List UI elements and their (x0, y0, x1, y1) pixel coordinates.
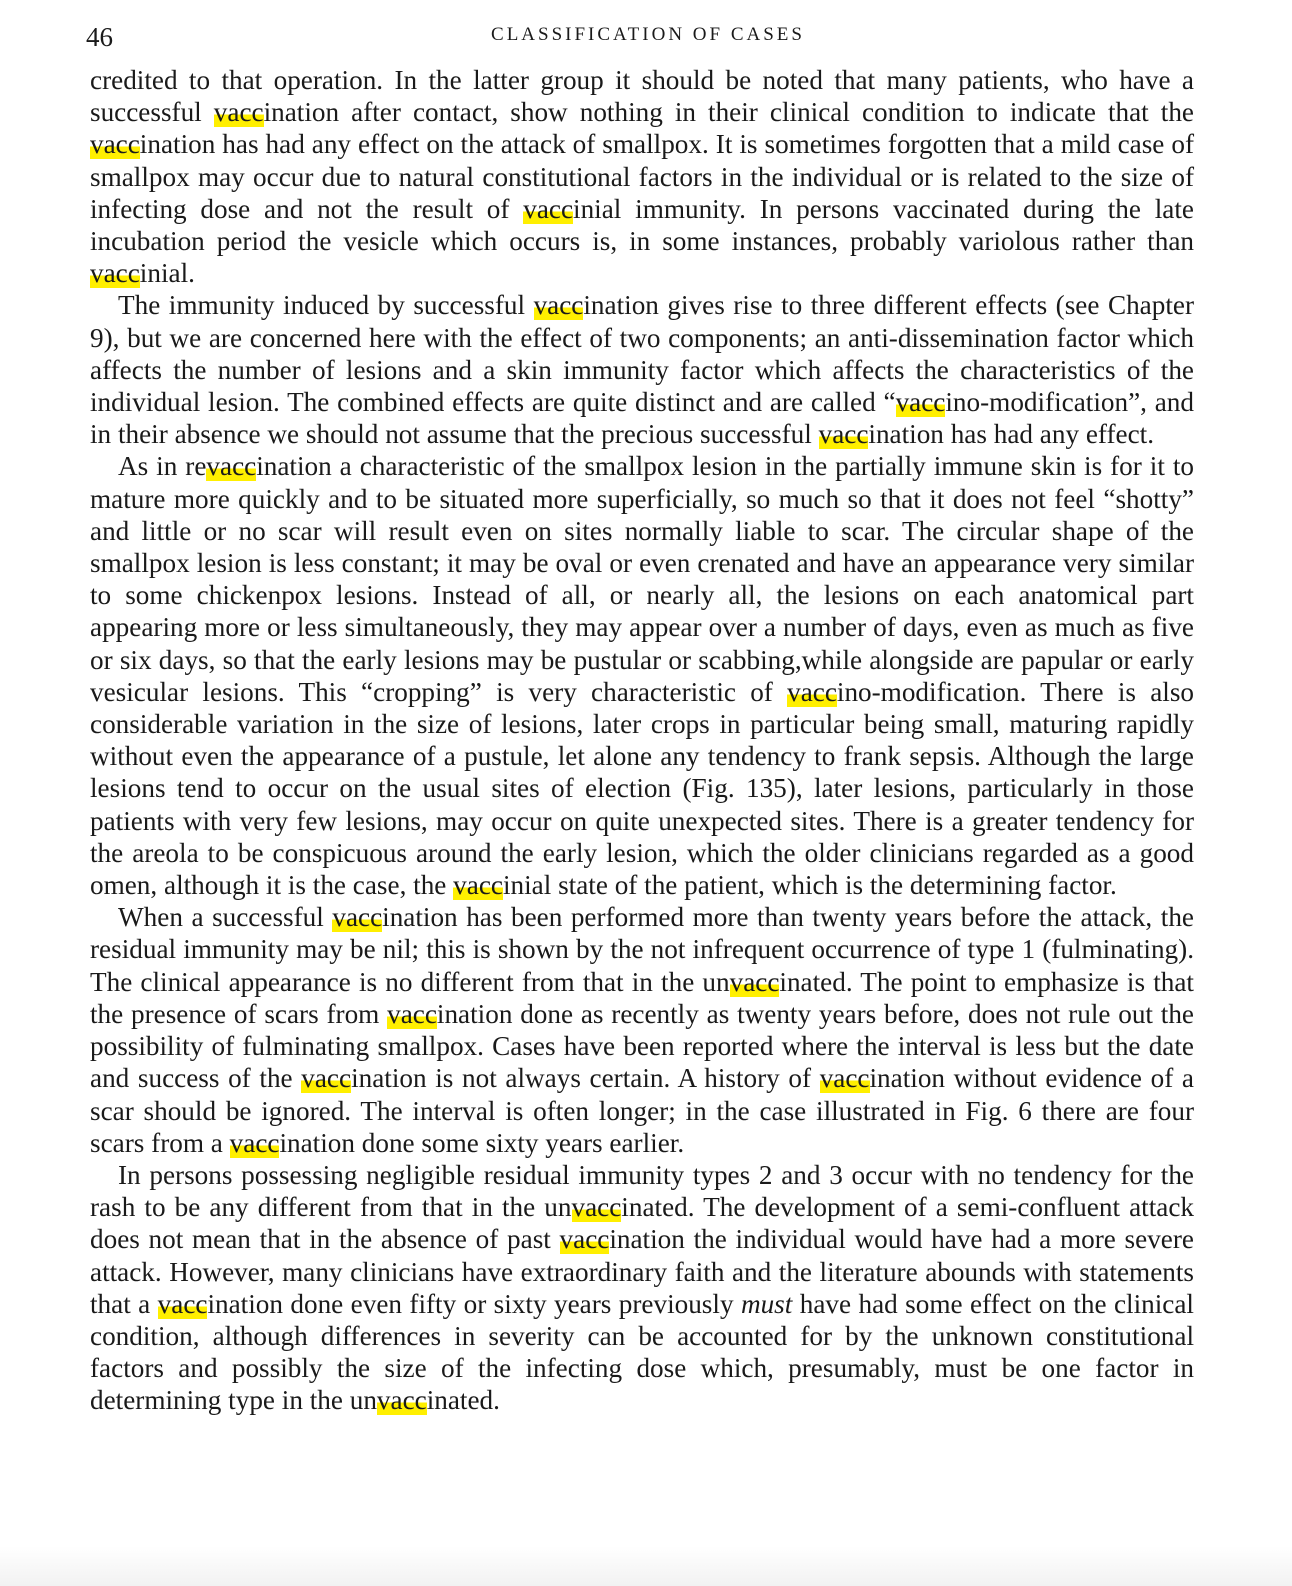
search-highlight: vacc (301, 1063, 352, 1094)
search-highlight: vacc (387, 998, 437, 1029)
bottom-fade (0, 1546, 1292, 1586)
paragraph-4 (90, 901, 1194, 1159)
text-run: ino-modification. There is also considerable variation in the size of lesions, later crops in particular being small, maturing rapidly without even the appearance of a pustule, let alone any tendency to frank sepsis. Although the large lesions tend to occur on the usual sites of election (Fig. 135), later lesions, particularly in those patients with very few lesions, may occur on quite unexpected sites. There is a greater tendency for the areola to be conspicuous around the early lesion, which the older clinicians regarded as a good omen, although it is the case, the (90, 676, 1194, 901)
text-run: The immunity induced by successful (118, 290, 534, 321)
text-run: inial state of the patient, which is the determining factor. (502, 870, 1117, 901)
text-run: ination has had any effect on the attack of smallpox. It is sometimes forgotten that a mild case of smallpox may occur due to natural constitutional factors in the individual or is related to the size of infecting dose and not the result of (90, 129, 1194, 224)
text-run: credited to that operation. In the latter group it should be noted that many patients, who have a successful (90, 65, 1194, 128)
text-run: ination the individual would have had a more severe attack. However, many clinicians have extraordinary faith and the literature abounds with statements that a (90, 1224, 1194, 1319)
search-highlight: vacc (453, 870, 503, 901)
text-run: ination a characteristic of the smallpox lesion in the partially immune skin is for it to mature more quickly and to be situated more superficially, so much so that it does not feel “shotty” and little or no scar will result even on sites normally liable to scar. The circular shape of the smallpox lesion is less constant; it may be oval or even crenated and have an appearance very similar to some chickenpox lesions. Instead of all, or nearly all, the lesions on each anatomical part appearing more or less simultaneously, they may appear over a number of days, even as much as five or six days, so that the early lesions may be pustular or scabbing,while alongside are papular or early vesicular lesions. This “cropping” is very characteristic of (90, 451, 1194, 707)
search-highlight: vacc (206, 451, 257, 482)
emphasis-text: must (740, 1288, 793, 1319)
paragraph-3 (90, 450, 1194, 901)
text-run: As in re (118, 451, 207, 482)
search-highlight: vacc (729, 966, 780, 997)
text-run: ination done some sixty years earlier. (279, 1127, 685, 1158)
text-run: ination after contact, show nothing in their clinical condition to indicate that the (263, 97, 1194, 128)
search-highlight: vacc (819, 1063, 870, 1094)
text-run: inated. The development of a semi-confluent attack does not mean that in the absence of past (90, 1192, 1194, 1255)
search-highlight: vacc (157, 1288, 208, 1319)
page-header (86, 16, 1210, 52)
text-run: ination without evidence of a scar should be ignored. The interval is often longer; in the case illustrated in Fig. 6 there are four scars from a (90, 1063, 1195, 1158)
text-run: inated. (426, 1385, 500, 1416)
search-highlight: vacc (229, 1127, 280, 1158)
search-highlight: vacc (787, 676, 837, 707)
paragraph-5 (90, 1159, 1194, 1417)
search-highlight: vacc (571, 1192, 622, 1223)
text-run: When a successful (118, 902, 333, 933)
text-run: ination has been performed more than twenty years before the attack, the residual immunity may be nil; this is shown by the not infrequent occurrence of type 1 (fulminating). The clinical appearance is no different from that in the un (90, 902, 1194, 997)
search-highlight: vacc (523, 193, 574, 224)
paragraph-2 (90, 289, 1194, 450)
text-run: inial immunity. In persons vaccinated during the late incubation period the vesicle which occurs is, in some instances, probably variolous rather than (90, 193, 1194, 257)
search-highlight: vacc (376, 1385, 427, 1416)
text-run: inial. (139, 258, 195, 289)
paragraph-1 (90, 64, 1194, 289)
text-run: In persons possessing negligible residual immunity types 2 and 3 occur with no tendency for the rash to be any different from that in the un (90, 1159, 1194, 1223)
body-text (90, 64, 1194, 1417)
search-highlight: vacc (559, 1224, 610, 1255)
running-head: CLASSIFICATION OF CASES (491, 24, 805, 45)
page-number: 46 (86, 22, 113, 52)
search-highlight: vacc (90, 129, 140, 160)
text-run: ination done even fifty or sixty years previously (207, 1288, 741, 1319)
text-run: ination has had any effect. (868, 419, 1155, 450)
search-highlight: vacc (895, 387, 946, 418)
text-run: have had some effect on the clinical condition, although differences in severity can be accounted for by the unknown constitutional factors and possibly the size of the infecting dose which, presumably, must be one factor in determining type in the un (90, 1288, 1194, 1416)
search-highlight: vacc (90, 258, 140, 289)
text-run: ination is not always certain. A history of (351, 1063, 820, 1094)
text-run: ination done as recently as twenty years before, does not rule out the possibility of fulminating smallpox. Cases have been reported where the interval is less but the date and success of the (90, 998, 1194, 1094)
text-run: inated. The point to emphasize is that the presence of scars from (90, 966, 1194, 1029)
text-run: ino-modification”, and in their absence we should not assume that the precious successful (90, 387, 1194, 450)
search-highlight: vacc (332, 902, 383, 933)
search-highlight: vacc (533, 290, 584, 321)
search-highlight: vacc (213, 97, 264, 128)
text-run: ination gives rise to three different effects (see Chapter 9), but we are concerned here with the effect of two components; an anti-dissemination factor which affects the number of lesions and a skin immunity factor which affects the characteristics of the individual lesion. The combined effects are quite distinct and are called “ (90, 290, 1195, 418)
search-highlight: vacc (818, 419, 869, 450)
